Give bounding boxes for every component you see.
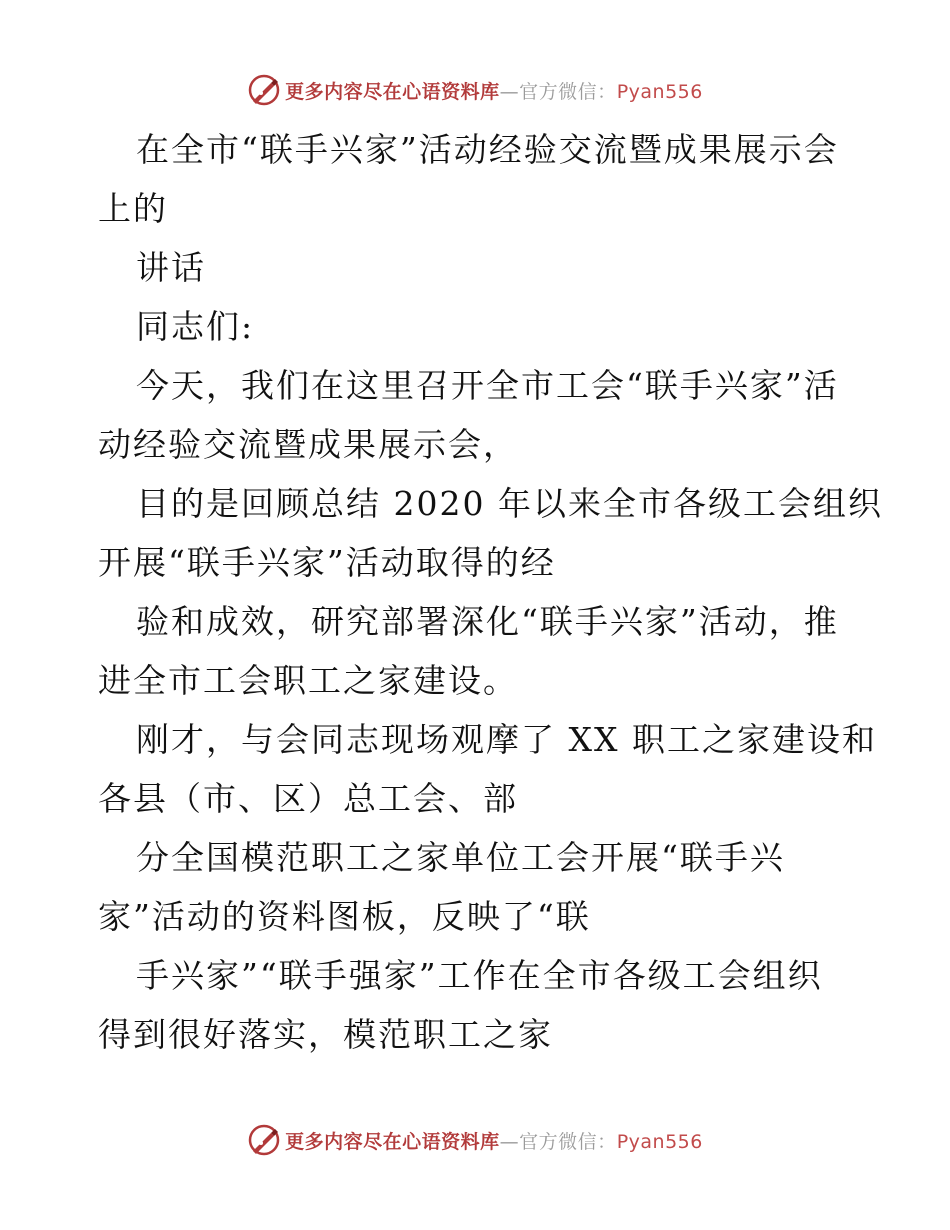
watermark-part1: 更多内容尽在心语资料库 <box>285 1130 500 1153</box>
text-line: 手兴家”“联手强家”工作在全市各级工会组织 <box>136 956 823 995</box>
text-line: 上的 <box>98 189 168 228</box>
text-line: 进全市工会职工之家建设。 <box>98 661 518 700</box>
text-line: 动经验交流暨成果展示会， <box>98 425 518 464</box>
watermark-text <box>285 1127 703 1154</box>
watermark-part2: —官方微信： <box>499 1130 617 1153</box>
text-line: 各县（市、区）总工会、部 <box>98 779 518 818</box>
text-line: 目的是回顾总结 2020 年以来全市各级工会组织 <box>136 484 883 523</box>
pen-logo-icon <box>247 73 281 107</box>
watermark-text <box>285 77 703 104</box>
text-line: 同志们: <box>136 307 255 346</box>
watermark-part1: 更多内容尽在心语资料库 <box>285 80 500 103</box>
text-line: 在全市“联手兴家”活动经验交流暨成果展示会 <box>136 130 839 169</box>
watermark-footer <box>0 1120 950 1160</box>
pen-logo-icon <box>247 1123 281 1157</box>
text-line: 分全国模范职工之家单位工会开展“联手兴 <box>136 838 785 877</box>
text-line: 今天，我们在这里召开全市工会“联手兴家”活 <box>136 366 839 405</box>
text-line: 讲话 <box>136 248 206 287</box>
watermark-header <box>0 70 950 110</box>
text-line: 开展“联手兴家”活动取得的经 <box>98 543 556 582</box>
watermark-part3: Pyan556 <box>616 80 703 103</box>
watermark-part2: —官方微信： <box>499 80 617 103</box>
text-line: 家”活动的资料图板，反映了“联 <box>98 897 591 936</box>
text-line: 得到很好落实，模范职工之家 <box>98 1015 553 1054</box>
watermark-part3: Pyan556 <box>616 1130 703 1153</box>
text-line: 验和成效，研究部署深化“联手兴家”活动，推 <box>136 602 839 641</box>
document-body <box>98 120 883 1064</box>
text-line: 刚才，与会同志现场观摩了 XX 职工之家建设和 <box>136 720 877 759</box>
